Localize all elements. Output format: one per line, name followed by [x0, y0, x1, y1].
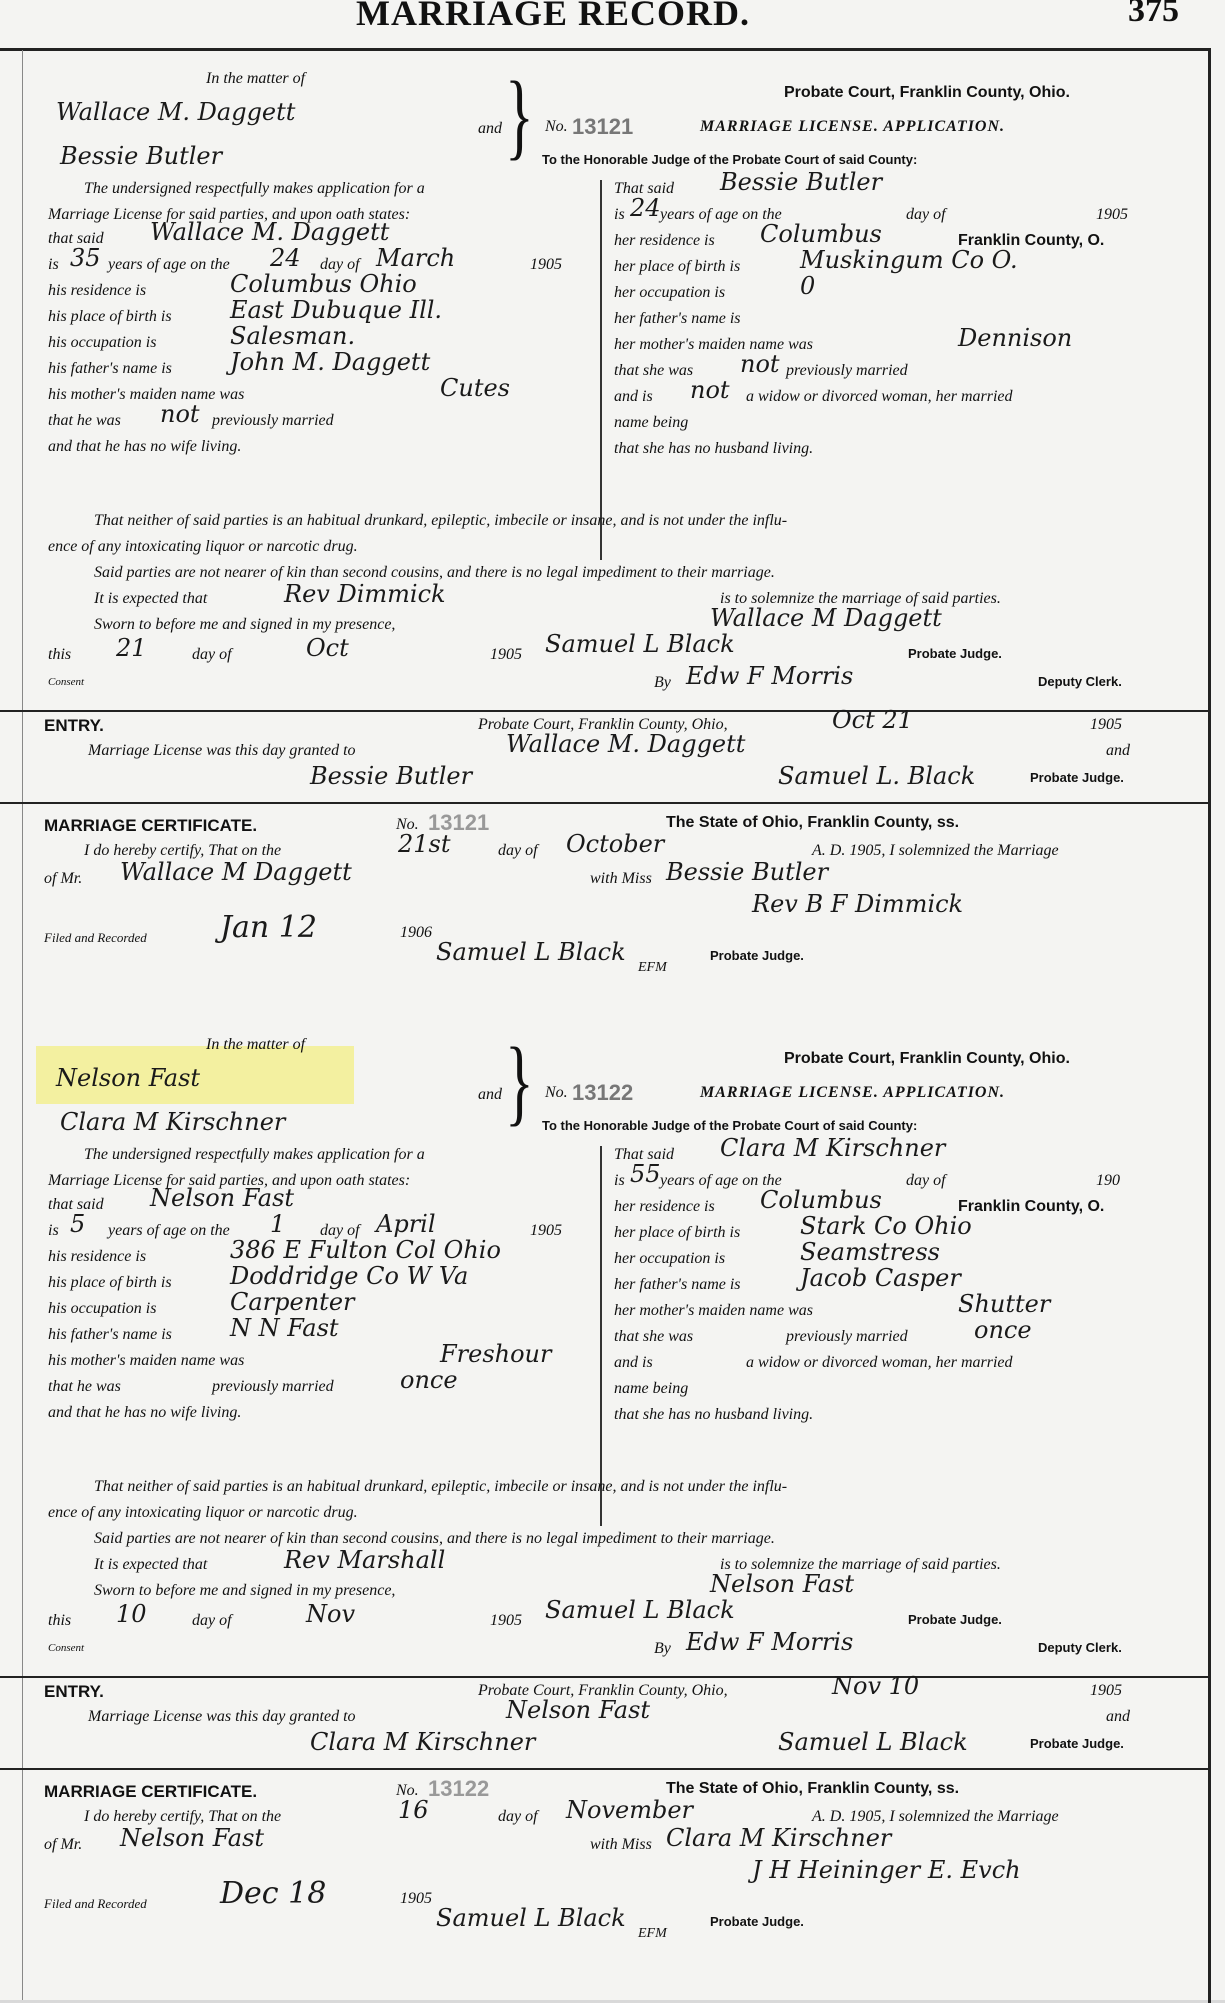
groom-field-label: his residence is [48, 1248, 147, 1265]
deputy-clerk-label: Deputy Clerk. [1038, 1640, 1122, 1655]
filed-year: 1905 [400, 1890, 432, 1907]
statement-1a: That neither of said parties is an habitual drunkard, epileptic, imbecile or insane, and is not under the influ- [94, 512, 788, 529]
bride-field-label: her place of birth is [614, 258, 741, 275]
bride-age: 24 [630, 194, 661, 222]
cert-day: 21st [398, 830, 451, 858]
groom-age: 5 [70, 1210, 86, 1238]
entry-court: Probate Court, Franklin County, Ohio, [478, 716, 728, 733]
entry-heading: ENTRY. [44, 1682, 104, 1701]
statement-1b: ence of any intoxicating liquor or narcotic drug. [48, 538, 358, 555]
applicant-signature: Nelson Fast [710, 1570, 855, 1598]
application-title: MARRIAGE LICENSE. APPLICATION. [700, 118, 1006, 135]
sworn-text: Sworn to before me and signed in my presence, [94, 1582, 396, 1599]
bride-field-value: Seamstress [800, 1238, 940, 1266]
filed-judge-signature: Samuel L Black [436, 1904, 626, 1932]
solemnize-text: is to solemnize the marriage of said parties. [720, 590, 1001, 607]
bride-field-label: a widow or divorced woman, her married [746, 1354, 1013, 1371]
entry-and: and [1106, 742, 1130, 759]
sworn-day: 21 [116, 634, 147, 662]
bride-field-value: Stark Co Ohio [800, 1212, 972, 1240]
section-rule [0, 802, 1208, 804]
brace: } [505, 62, 534, 169]
probate-judge-label: Probate Judge. [908, 1612, 1002, 1627]
groom-field-label: his father's name is [48, 1326, 172, 1343]
page-number: 375 [1128, 0, 1179, 29]
cert-groom: Nelson Fast [120, 1824, 265, 1852]
sworn-month: Nov [306, 1600, 356, 1628]
groom-field-value: East Dubuque Ill. [230, 296, 443, 324]
bride-field-label: That said [614, 1146, 675, 1163]
by-label: By [654, 674, 671, 691]
groom-field-label: previously married [212, 412, 334, 429]
cert-no-label: No. [396, 816, 419, 833]
cert-text: I do hereby certify, That on the [84, 842, 282, 859]
groom-prev-married: not [160, 400, 200, 428]
bride-field-label: day of [906, 206, 946, 223]
groom-field-label: years of age on the [108, 1222, 230, 1239]
groom-name: Wallace M. Daggett [56, 98, 296, 126]
groom-name: Nelson Fast [56, 1064, 201, 1092]
marriage-record [0, 1016, 1208, 1941]
entry-probate-judge: Probate Judge. [1030, 1736, 1124, 1751]
groom-field-value: John M. Daggett [230, 348, 431, 376]
groom-field-label: that said [48, 1196, 104, 1213]
cert-probate-judge: Probate Judge. [710, 1914, 804, 1929]
bride-field-label: her father's name is [614, 310, 741, 327]
cert-ad: A. D. 1905, I solemnized the Marriage [812, 1808, 1059, 1825]
filed-date: Dec 18 [220, 1876, 327, 1911]
groom-birth-month: April [376, 1210, 436, 1238]
bride-field-value: Dennison [958, 324, 1073, 352]
solemnize-text: is to solemnize the marriage of said parties. [720, 1556, 1001, 1573]
filed-label: Filed and Recorded [44, 1896, 147, 1911]
bride-field-label: and is [614, 1354, 653, 1371]
bride-field-value: Muskingum Co O. [800, 246, 1018, 274]
bride-field-value: Shutter [958, 1290, 1051, 1318]
groom-field-value: N N Fast [230, 1314, 339, 1342]
filed-date: Jan 12 [220, 910, 317, 945]
cert-officiant: J H Heininger E. Evch [752, 1856, 1021, 1884]
groom-field-label: his place of birth is [48, 308, 172, 325]
cert-day: 16 [398, 1796, 429, 1824]
bride-field-label: her residence is [614, 1198, 715, 1215]
entry-judge-signature: Samuel L. Black [778, 762, 976, 790]
groom-field-value: 386 E Fulton Col Ohio [230, 1236, 501, 1264]
officiant-name: Rev Marshall [284, 1546, 446, 1574]
cert-groom: Wallace M Daggett [120, 858, 352, 886]
bride-age: 55 [630, 1160, 661, 1188]
groom-field-label: and that he has no wife living. [48, 1404, 242, 1421]
bride-field-label: day of [906, 1172, 946, 1189]
bride-name: Clara M Kirschner [60, 1108, 286, 1136]
entry-and: and [1106, 1708, 1130, 1725]
entry-groom: Wallace M. Daggett [506, 730, 746, 758]
cert-number: 13122 [428, 1776, 490, 1801]
bride-field-label: name being [614, 1380, 689, 1397]
sworn-month: Oct [306, 634, 349, 662]
filed-label: Filed and Recorded [44, 930, 147, 945]
groom-field-label: and that he has no wife living. [48, 438, 242, 455]
bride-field-label: a widow or divorced woman, her married [746, 388, 1013, 405]
bride-field-label: that she has no husband living. [614, 1406, 814, 1423]
cert-day-of: day of [498, 1808, 538, 1825]
filed-year: 1906 [400, 924, 432, 941]
cert-with: with Miss [590, 1836, 652, 1853]
intro-line-2: Marriage License for said parties, and upon oath states: [48, 206, 411, 223]
filed-initials: EFM [638, 960, 667, 975]
groom-field-label: is [48, 256, 59, 273]
certificate-heading: MARRIAGE CERTIFICATE. [44, 1782, 258, 1801]
no-label: No. [545, 1084, 568, 1101]
bride-field-value: Bessie Butler [720, 168, 883, 196]
deputy-clerk-label: Deputy Clerk. [1038, 674, 1122, 689]
groom-field-value: Salesman. [230, 322, 356, 350]
cert-bride: Clara M Kirschner [666, 1824, 892, 1852]
section-rule [0, 1768, 1208, 1770]
intro-line-2: Marriage License for said parties, and upon oath states: [48, 1172, 411, 1189]
statement-2: Said parties are not nearer of kin than second cousins, and there is no legal impediment to their marriage. [94, 564, 775, 581]
entry-bride: Clara M Kirschner [310, 1728, 536, 1756]
cert-officiant: Rev B F Dimmick [752, 890, 964, 918]
bride-field-label: her place of birth is [614, 1224, 741, 1241]
intro-line-1: The undersigned respectfully makes application for a [84, 180, 425, 197]
cert-bride: Bessie Butler [666, 858, 829, 886]
groom-field-label: years of age on the [108, 256, 230, 273]
license-number: 13122 [572, 1080, 634, 1105]
groom-field-value: Wallace M. Daggett [150, 218, 390, 246]
groom-year: 1905 [530, 256, 562, 273]
bride-widow: not [690, 376, 730, 404]
bride-county: Franklin County, O. [958, 1198, 1105, 1215]
bride-name: Bessie Butler [60, 142, 223, 170]
bride-county: Franklin County, O. [958, 232, 1105, 249]
judge-signature: Samuel L Black [545, 1596, 735, 1624]
groom-prev-married-note: once [400, 1366, 458, 1394]
groom-field-label: his occupation is [48, 334, 157, 351]
sworn-year: 1905 [490, 1612, 522, 1629]
officiant-name: Rev Dimmick [284, 580, 446, 608]
applicant-signature: Wallace M Daggett [710, 604, 942, 632]
entry-heading: ENTRY. [44, 716, 104, 735]
groom-field-value: Freshour [440, 1340, 552, 1368]
bride-prev-married: not [740, 350, 780, 378]
cert-ad: A. D. 1905, I solemnized the Marriage [812, 842, 1059, 859]
entry-date: Nov 10 [832, 1672, 920, 1700]
statement-2: Said parties are not nearer of kin than second cousins, and there is no legal impediment to their marriage. [94, 1530, 775, 1547]
bride-field-label: her residence is [614, 232, 715, 249]
bride-residence: Columbus [760, 220, 882, 248]
clerk-signature: Edw F Morris [686, 1628, 854, 1656]
entry-bride: Bessie Butler [310, 762, 473, 790]
bride-field-label: is [614, 1172, 625, 1189]
bride-field-label: years of age on the [660, 1172, 782, 1189]
bride-field-label: her mother's maiden name was [614, 336, 813, 353]
sworn-day: 10 [116, 1600, 147, 1628]
day-of-label: day of [192, 1612, 232, 1629]
expected-label: It is expected that [94, 1556, 208, 1573]
cert-day-of: day of [498, 842, 538, 859]
and-label: and [478, 1086, 502, 1103]
groom-field-label: his residence is [48, 282, 147, 299]
groom-field-label: is [48, 1222, 59, 1239]
groom-field-value: Doddridge Co W Va [230, 1262, 469, 1290]
bride-field-label: that she was [614, 362, 694, 379]
sworn-text: Sworn to before me and signed in my presence, [94, 616, 396, 633]
groom-field-label: day of [320, 1222, 360, 1239]
entry-date: Oct 21 [832, 706, 913, 734]
court-heading: Probate Court, Franklin County, Ohio. [784, 1050, 1070, 1067]
by-label: By [654, 1640, 671, 1657]
page-title: MARRIAGE RECORD. [356, 0, 750, 33]
section-rule [0, 710, 1208, 712]
this-label: this [48, 646, 72, 663]
bride-year: 190 [1096, 1172, 1120, 1189]
consent-label: Consent [48, 1642, 85, 1654]
consent-label: Consent [48, 676, 85, 688]
bride-field-label: that she has no husband living. [614, 440, 814, 457]
intro-line-1: The undersigned respectfully makes application for a [84, 1146, 425, 1163]
groom-birth-day: 1 [270, 1210, 286, 1238]
application-title: MARRIAGE LICENSE. APPLICATION. [700, 1084, 1006, 1101]
bride-field-label: That said [614, 180, 675, 197]
entry-text: Marriage License was this day granted to [88, 742, 356, 759]
cert-no-label: No. [396, 1782, 419, 1799]
cert-with: with Miss [590, 870, 652, 887]
bride-field-value: Jacob Casper [800, 1264, 961, 1292]
clerk-signature: Edw F Morris [686, 662, 854, 690]
matter-label: In the matter of [206, 70, 306, 87]
bride-field-label: years of age on the [660, 206, 782, 223]
bride-year: 1905 [1096, 206, 1128, 223]
bride-prev-married-note: once [974, 1316, 1032, 1344]
groom-field-label: his father's name is [48, 360, 172, 377]
filed-judge-signature: Samuel L Black [436, 938, 626, 966]
groom-field-value: Columbus Ohio [230, 270, 417, 298]
groom-field-label: that he was [48, 412, 121, 429]
groom-year: 1905 [530, 1222, 562, 1239]
cert-state: The State of Ohio, Franklin County, ss. [666, 814, 960, 831]
entry-text: Marriage License was this day granted to [88, 1708, 356, 1725]
bride-field-label: is [614, 206, 625, 223]
bride-residence: Columbus [760, 1186, 882, 1214]
groom-field-label: his mother's maiden name was [48, 1352, 245, 1369]
certificate-heading: MARRIAGE CERTIFICATE. [44, 816, 258, 835]
groom-field-label: that said [48, 230, 104, 247]
cert-number: 13121 [428, 810, 490, 835]
cert-state: The State of Ohio, Franklin County, ss. [666, 1780, 960, 1797]
column-divider [600, 180, 602, 560]
marriage-record [0, 50, 1208, 975]
brace: } [505, 1028, 534, 1135]
entry-probate-judge: Probate Judge. [1030, 770, 1124, 785]
bride-field-value: 0 [800, 272, 816, 300]
groom-birth-month: March [376, 244, 456, 272]
groom-birth-day: 24 [270, 244, 301, 272]
groom-field-value: Carpenter [230, 1288, 355, 1316]
matter-label: In the matter of [206, 1036, 306, 1053]
and-label: and [478, 120, 502, 137]
bride-field-label: her occupation is [614, 1250, 726, 1267]
groom-field-value: Cutes [440, 374, 510, 402]
section-rule [0, 1676, 1208, 1678]
column-divider [600, 1146, 602, 1526]
bride-field-label: previously married [786, 362, 908, 379]
cert-of-mr: of Mr. [44, 1836, 83, 1853]
filed-initials: EFM [638, 1926, 667, 1941]
entry-year: 1905 [1090, 1682, 1122, 1699]
cert-month: October [566, 830, 665, 858]
groom-field-label: his mother's maiden name was [48, 386, 245, 403]
groom-field-value: Nelson Fast [150, 1184, 295, 1212]
entry-year: 1905 [1090, 716, 1122, 733]
cert-of-mr: of Mr. [44, 870, 83, 887]
bride-field-label: her mother's maiden name was [614, 1302, 813, 1319]
groom-field-label: his place of birth is [48, 1274, 172, 1291]
cert-text: I do hereby certify, That on the [84, 1808, 282, 1825]
probate-judge-label: Probate Judge. [908, 646, 1002, 661]
judge-signature: Samuel L Black [545, 630, 735, 658]
statement-1b: ence of any intoxicating liquor or narcotic drug. [48, 1504, 358, 1521]
entry-court: Probate Court, Franklin County, Ohio, [478, 1682, 728, 1699]
cert-probate-judge: Probate Judge. [710, 948, 804, 963]
entry-judge-signature: Samuel L Black [778, 1728, 968, 1756]
day-of-label: day of [192, 646, 232, 663]
this-label: this [48, 1612, 72, 1629]
to-judge: To the Honorable Judge of the Probate Court of said County: [542, 1118, 918, 1133]
no-label: No. [545, 118, 568, 135]
cert-month: November [566, 1796, 694, 1824]
groom-field-label: previously married [212, 1378, 334, 1395]
groom-field-label: that he was [48, 1378, 121, 1395]
license-number: 13121 [572, 114, 634, 139]
bride-field-label: previously married [786, 1328, 908, 1345]
statement-1a: That neither of said parties is an habitual drunkard, epileptic, imbecile or insane, and is not under the influ- [94, 1478, 788, 1495]
bride-field-label: her occupation is [614, 284, 726, 301]
to-judge: To the Honorable Judge of the Probate Court of said County: [542, 152, 918, 167]
bride-field-label: and is [614, 388, 653, 405]
court-heading: Probate Court, Franklin County, Ohio. [784, 84, 1070, 101]
bride-field-value: Clara M Kirschner [720, 1134, 946, 1162]
groom-field-label: his occupation is [48, 1300, 157, 1317]
entry-groom: Nelson Fast [506, 1696, 651, 1724]
sworn-year: 1905 [490, 646, 522, 663]
bride-field-label: her father's name is [614, 1276, 741, 1293]
bride-field-label: name being [614, 414, 689, 431]
bride-field-label: that she was [614, 1328, 694, 1345]
expected-label: It is expected that [94, 590, 208, 607]
groom-field-label: day of [320, 256, 360, 273]
groom-age: 35 [70, 244, 101, 272]
